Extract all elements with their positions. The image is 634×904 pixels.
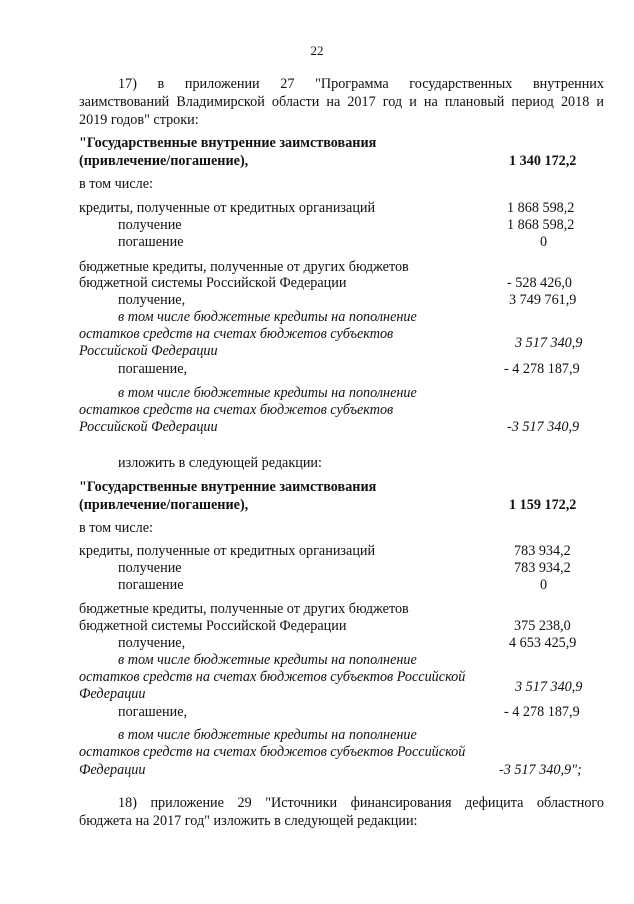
- old-budget-repay-value: - 4 278 187,9: [504, 361, 580, 377]
- item-18-line-2: бюджета на 2017 год" изложить в следующей редакции:: [79, 813, 418, 829]
- new-total-value: 1 159 172,2: [509, 497, 577, 513]
- old-budget-repay-label: погашение,: [118, 361, 188, 377]
- new-incl-repay-line-3: Федерации: [79, 762, 146, 778]
- page-number: 22: [310, 43, 324, 58]
- old-incl-receive-line-2: остатков средств на счетах бюджетов субъектов: [79, 326, 394, 342]
- item-17-line-1: 17) в приложении 27 "Программа государственных внутренних: [118, 76, 604, 92]
- old-budget-line-2: бюджетной системы Российской Федерации: [79, 275, 347, 291]
- old-incl-repay-line-1: в том числе бюджетные кредиты на пополнение: [118, 385, 417, 401]
- old-including-label: в том числе:: [79, 176, 153, 192]
- item-17-line-3: 2019 годов" строки:: [79, 112, 199, 128]
- old-incl-repay-value: -3 517 340,9: [507, 419, 580, 435]
- new-budget-repay-value: - 4 278 187,9: [504, 704, 580, 720]
- old-budget-receive-label: получение,: [118, 292, 186, 308]
- item-18-line-1: 18) приложение 29 "Источники финансирования дефицита областного: [118, 795, 604, 811]
- old-budget-line-1: бюджетные кредиты, полученные от других бюджетов: [79, 259, 409, 275]
- new-receive-label: получение: [118, 560, 182, 576]
- new-incl-receive-value: 3 517 340,9: [515, 679, 583, 695]
- old-repay-label: погашение: [118, 234, 184, 250]
- old-total-value: 1 340 172,2: [509, 153, 577, 169]
- old-repay-value: 0: [540, 234, 548, 250]
- old-incl-receive-line-1: в том числе бюджетные кредиты на пополнение: [118, 309, 417, 325]
- old-incl-repay-line-2: остатков средств на счетах бюджетов субъектов: [79, 402, 394, 418]
- new-budget-receive-value: 4 653 425,9: [509, 635, 577, 651]
- old-receive-value: 1 868 598,2: [507, 217, 575, 233]
- new-incl-receive-line-3: Федерации: [79, 686, 146, 702]
- new-incl-repay-value: -3 517 340,9";: [499, 762, 582, 778]
- item-17-line-2: заимствований Владимирской области на 2017 год и на плановый период 2018 и: [79, 94, 604, 110]
- new-incl-repay-line-2: остатков средств на счетах бюджетов субъектов Российской: [79, 744, 466, 760]
- new-budget-line-1: бюджетные кредиты, полученные от других бюджетов: [79, 601, 409, 617]
- new-budget-receive-label: получение,: [118, 635, 186, 651]
- old-heading-line-1: "Государственные внутренние заимствования: [79, 135, 377, 151]
- old-budget-value: - 528 426,0: [507, 275, 573, 291]
- new-receive-value: 783 934,2: [514, 560, 571, 576]
- new-incl-receive-line-1: в том числе бюджетные кредиты на пополнение: [118, 652, 417, 668]
- new-heading-line-2: (привлечение/погашение),: [79, 497, 249, 513]
- old-credits-value: 1 868 598,2: [507, 200, 575, 216]
- old-credits-label: кредиты, полученные от кредитных организаций: [79, 200, 376, 216]
- old-receive-label: получение: [118, 217, 182, 233]
- old-incl-receive-value: 3 517 340,9: [515, 335, 583, 351]
- old-budget-receive-value: 3 749 761,9: [509, 292, 577, 308]
- new-repay-value: 0: [540, 577, 548, 593]
- new-repay-label: погашение: [118, 577, 184, 593]
- new-budget-line-2: бюджетной системы Российской Федерации: [79, 618, 347, 634]
- new-heading-line-1: "Государственные внутренние заимствования: [79, 479, 377, 495]
- new-budget-value: 375 238,0: [514, 618, 571, 634]
- new-credits-value: 783 934,2: [514, 543, 571, 559]
- new-including-label: в том числе:: [79, 520, 153, 536]
- new-budget-repay-label: погашение,: [118, 704, 188, 720]
- old-incl-repay-line-3: Российской Федерации: [79, 419, 218, 435]
- old-heading-line-2: (привлечение/погашение),: [79, 153, 249, 169]
- new-incl-receive-line-2: остатков средств на счетах бюджетов субъектов Российской: [79, 669, 466, 685]
- new-incl-repay-line-1: в том числе бюджетные кредиты на пополнение: [118, 727, 417, 743]
- new-credits-label: кредиты, полученные от кредитных организаций: [79, 543, 376, 559]
- state-text: изложить в следующей редакции:: [118, 455, 322, 471]
- old-incl-receive-line-3: Российской Федерации: [79, 343, 218, 359]
